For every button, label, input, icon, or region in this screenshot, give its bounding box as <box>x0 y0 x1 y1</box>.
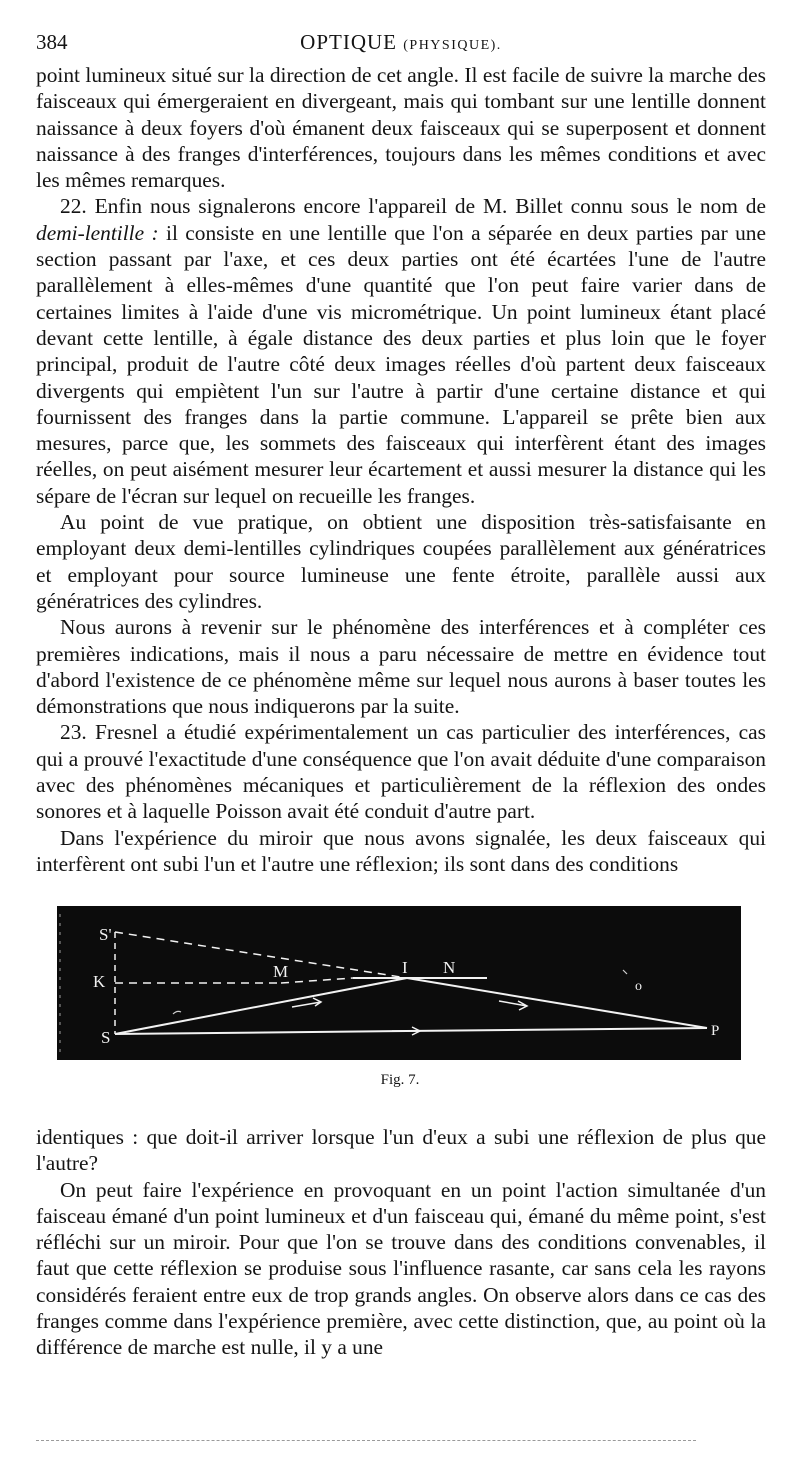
running-title-main: OPTIQUE <box>300 30 397 54</box>
page-number: 384 <box>36 30 68 54</box>
label-n: N <box>443 958 456 977</box>
paragraph-22-part-a: Enfin nous signalerons encore l'appareil de M. Billet connu sous le nom de <box>94 194 766 219</box>
label-m: M <box>273 962 289 981</box>
section-number-23: 23. <box>60 720 87 745</box>
paragraph-continuation: point lumineux situé sur la direction de cet angle. Il est facile de suivre la marche des faisceaux qui émergeraient en divergeant, mais qui tombant sur une lentille donnent naissance à deux foyers d'où émanent deux faisceaux qui se superposent et donnent naissance à des franges d'interférences, toujours dans les mêmes conditions et avec les mêmes remarques. <box>36 63 766 193</box>
paragraph-experience: On peut faire l'expérience en provoquant en un point l'action simultanée d'un faisceau émané d'un point lumineux et d'un faisceau qui, émané du même point, s'est réfléchi sur un miroir. Pour que l'on se trouve dans des conditions convenables, il faut que cette réflexion se produise sous l'influence rasante, car sans cela les rayons considérés feraient entre eux de trop grands angles. On observe alors dans ce cas des franges comme dans l'expérience première, avec cette distinction, que, au point où la différence de marche est nulle, il y a une <box>36 1177 766 1360</box>
label-p: P <box>711 1023 720 1039</box>
label-o: o <box>635 979 642 994</box>
running-header <box>36 30 766 60</box>
text-block-top <box>36 62 766 877</box>
mirror-reflection-diagram <box>57 906 741 1060</box>
term-demi-lentille: demi-lentille : <box>36 220 159 245</box>
paragraph-23-text: Fresnel a étudié expérimentalement un cas particulier des interférences, cas qui a prouvé l'exactitude d'une conséquence que l'on avait déduite d'une comparaison avec des phénomènes mécaniques et particulièrement de la réflexion des ondes sonores et à laquelle Poisson avait été conduit d'autre part. <box>36 720 766 824</box>
figure-caption: Fig. 7. <box>380 1072 420 1088</box>
paragraph-identiques: identiques : que doit-il arriver lorsque l'un d'eux a subi une réflexion de plus que l'autre? <box>36 1125 766 1176</box>
section-number-22: 22. <box>60 194 87 219</box>
label-s: S <box>101 1028 111 1047</box>
label-k: K <box>93 972 106 991</box>
paragraph-23 <box>36 719 766 824</box>
label-i: I <box>402 958 408 977</box>
figure-7-diagram <box>57 906 741 1060</box>
running-title <box>36 30 766 55</box>
text-block-bottom <box>36 1124 766 1361</box>
paragraph-22 <box>36 193 766 509</box>
footer-rule <box>36 1440 696 1441</box>
running-title-sub: (PHYSIQUE). <box>403 38 502 53</box>
paragraph-revenir: Nous aurons à revenir sur le phénomène des interférences et à compléter ces premières indications, mais il nous a paru nécessaire de mettre en évidence tout d'abord l'existence de ce phénomène même sur lequel nous aurons à baser toutes les démonstrations que nous indiquerons par la suite. <box>36 615 766 719</box>
paragraph-22-part-b: il consiste en une lentille que l'on a séparée en deux parties par une section passant par l'axe, et ces deux parties ont été écartées l'une de l'autre parallèlement à elles-mêmes d'une quantité que l'on peut faire varier dans de certaines limites à l'aide d'une vis micrométrique. Un point lumineux étant placé devant cette lentille, à égale distance des deux parties et plus loin que le foyer principal, produit de l'autre côté deux images réelles d'où partent deux faisceaux divergents qui empiètent l'un sur l'autre à partir d'une certaine distance et qui fournissent des franges dans la partie commune. L'appareil se prête bien aux mesures, parce que, les sommets des faisceaux qui interfèrent étant des images réelles, on peut aisément mesurer leur écartement et aussi mesurer la distance qui les sépare de l'écran sur lequel on recueille les franges. <box>36 220 766 508</box>
paragraph-pratique: Au point de vue pratique, on obtient une disposition très-satisfaisante en employant deux demi-lentilles cylindriques coupées parallèlement aux génératrices et employant pour source lumineuse une fente étroite, parallèle aussi aux génératrices des cylindres. <box>36 510 766 613</box>
paragraph-miroir: Dans l'expérience du miroir que nous avons signalée, les deux faisceaux qui interfèrent ont subi l'un et l'autre une réflexion; ils sont dans des conditions <box>36 825 766 876</box>
label-s-prime: S' <box>99 925 112 944</box>
